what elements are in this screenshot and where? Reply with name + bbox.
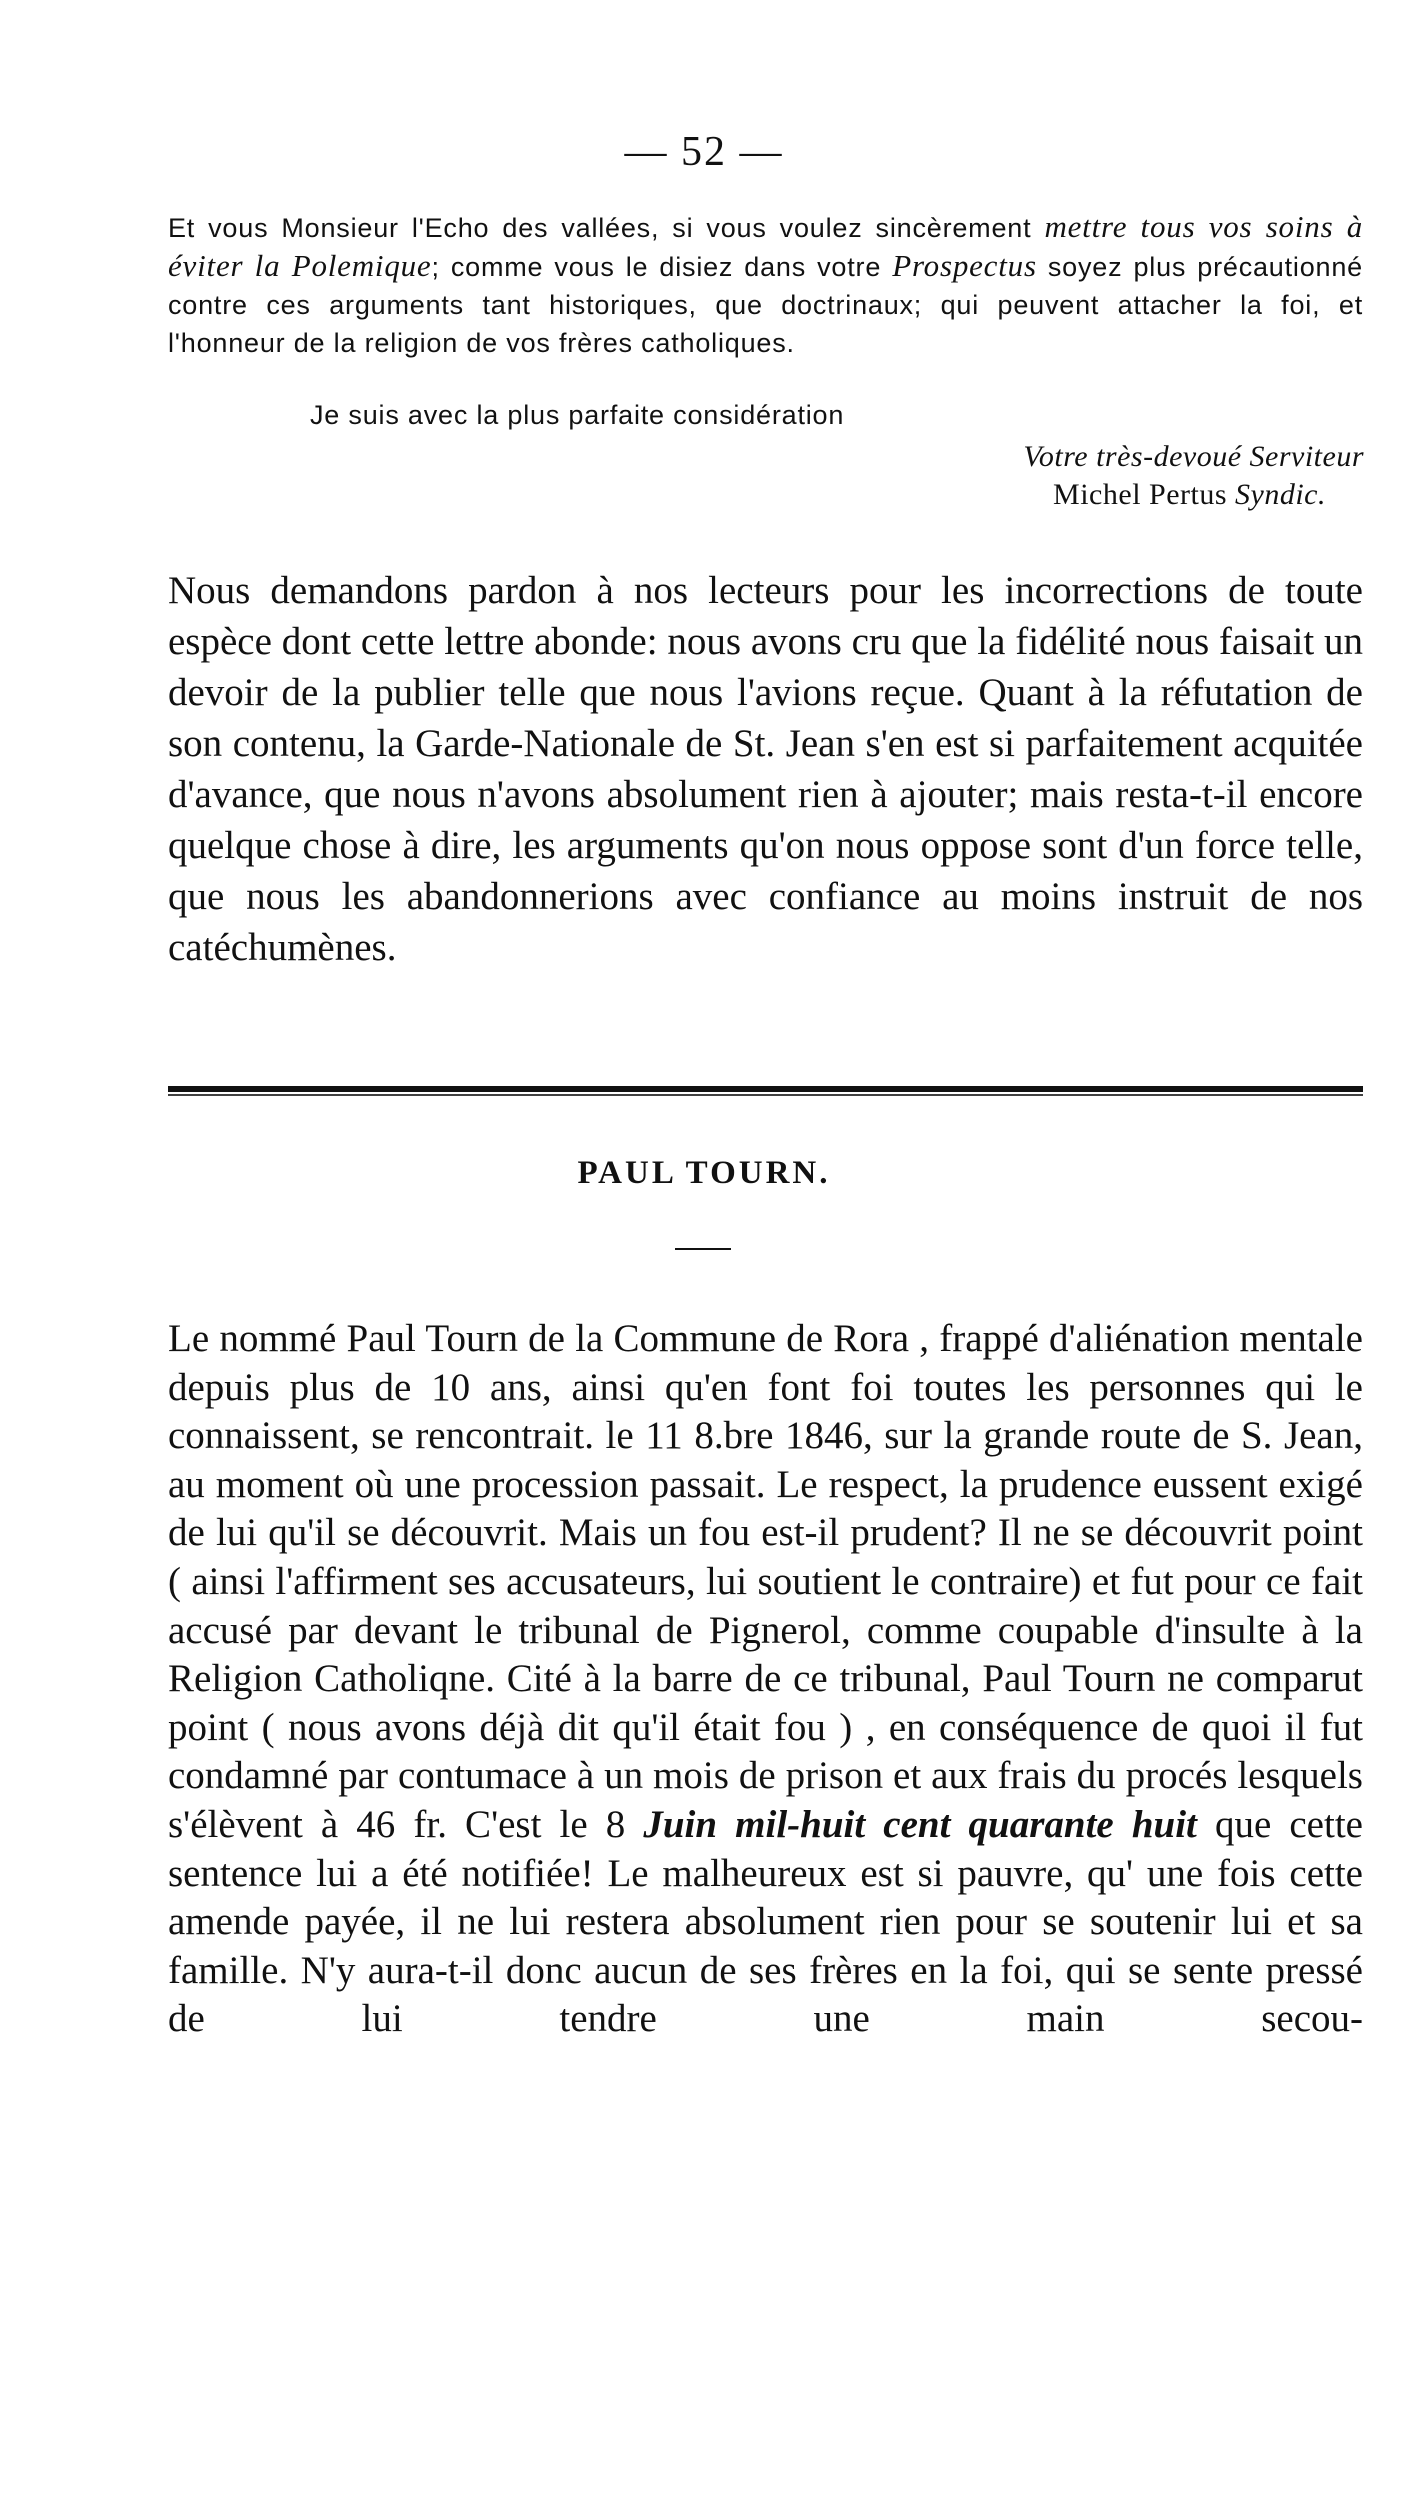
story-text-2: que cette sentence lui a été notifiée! Le malheureux est si pauvre, qu' une fois cette amende payée, il ne lui restera absolument rien pour se soutenir lui et sa famille. N'y aura-t-il donc aucun de ses frères en la foi, qui se sente pressé de lui tendre une main secou- (168, 1802, 1363, 2041)
editor-note: Nous demandons pardon à nos lecteurs pour les incorrections de toute espèce dont cette lettre abonde: nous avons cru que la fidélité nous faisait un devoir de la publier telle que nous l'avions reçue. Quant à la réfutation de son contenu, la Garde-Nationale de St. Jean s'en est si parfaitement acquitée d'avance, que nous n'avons absolument rien à ajouter; mais resta-t-il encore quelque chose à dire, les arguments qu'on nous oppose sont d'un force telle, que nous les abandonnerions avec confiance au moins instruit de nos catéchumènes. (168, 569, 1363, 969)
letter-text-1: Et vous Monsieur l'Echo des vallées, si vous voulez sincèrement (168, 213, 1045, 243)
signature-name: Michel Pertus (1053, 478, 1236, 511)
letter-paragraph (168, 208, 1363, 362)
title-underline (675, 1248, 731, 1250)
letter-body (168, 208, 1363, 362)
letter-italic-1: mettre tous vos soins à éviter la Polemique (168, 209, 1364, 283)
section-title: PAUL TOURN. (577, 1155, 831, 1191)
story-body (168, 1315, 1363, 2044)
letter-italic-2: Prospectus (892, 248, 1037, 283)
letter-signoff: Votre très-devoué Serviteur (1023, 440, 1364, 473)
section-divider-thin (168, 1094, 1363, 1096)
letter-closing: Je suis avec la plus parfaite considération (310, 400, 845, 430)
signature-title: Syndic. (1235, 478, 1326, 511)
page-number: — 52 — (624, 129, 784, 175)
letter-text-2: ; comme vous le disiez dans votre (431, 252, 893, 282)
story-italic-date: Juin mil-huit cent quarante huit (643, 1802, 1197, 1846)
section-divider-thick (168, 1086, 1363, 1092)
story-text-1: Le nommé Paul Tourn de la Commune de Rora , frappé d'aliénation mentale depuis plus de 10 ans, ainsi qu'en font foi toutes les personnes qui le connaissent, se rencontrait. le 11 8.bre 1846, sur la grande route de S. Jean, au moment où une procession passait. Le respect, la prudence eussent exigé de lui qu'il se découvrit. Mais un fou est-il prudent? Il ne se découvrit point ( ainsi l'affirment ses accusateurs, lui soutient le contraire) et fut pour ce fait accusé par devant le tribunal de Pignerol, comme coupable d'insulte à la Religion Catholiqne. Cité à la barre de ce tribunal, Paul Tourn ne comparut point ( nous avons déjà dit qu'il était fou ) , en conséquence de quoi il fut condamné par contumace à un mois de prison et aux frais du procés lesquels s'élèvent à 46 fr. C'est le 8 (168, 1317, 1363, 1846)
letter-text-3: soyez plus précautionné contre ces arguments tant historiques, que doctrinaux; qui peuvent attacher la foi, et l'honneur de la religion de vos frères catholiques. (168, 252, 1363, 358)
letter-signature (1053, 478, 1326, 512)
